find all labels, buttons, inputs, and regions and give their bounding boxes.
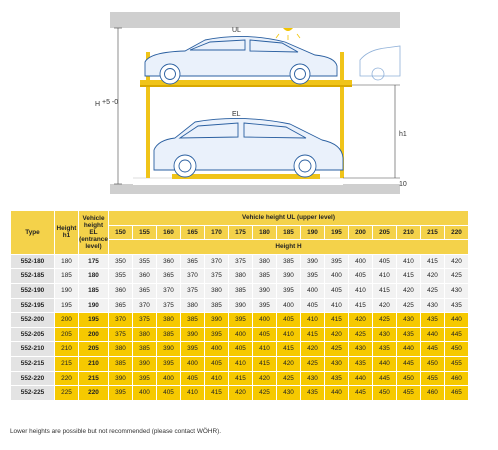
height-h-cell: 430 xyxy=(325,356,349,371)
h1-cell: 215 xyxy=(55,356,79,371)
upper-car-icon xyxy=(145,36,337,84)
height-h-cell: 415 xyxy=(229,371,253,386)
height-h-cell: 375 xyxy=(133,313,157,328)
h1-cell: 210 xyxy=(55,342,79,357)
el-cell: 215 xyxy=(79,371,109,386)
height-h-cell: 400 xyxy=(229,327,253,342)
height-h-cell: 395 xyxy=(181,342,205,357)
h1-cell: 190 xyxy=(55,283,79,298)
height-h-cell: 420 xyxy=(253,371,277,386)
height-h-cell: 420 xyxy=(397,283,421,298)
type-cell: 552-220 xyxy=(11,371,55,386)
height-h-cell: 400 xyxy=(205,342,229,357)
group-ul-header: Vehicle height UL (upper level) xyxy=(109,211,469,226)
height-h-cell: 375 xyxy=(109,327,133,342)
height-h-cell: 415 xyxy=(277,342,301,357)
height-h-cell: 365 xyxy=(181,254,205,269)
height-h-cell: 370 xyxy=(205,254,229,269)
h1-cell: 205 xyxy=(55,327,79,342)
ul-height-header: 175 xyxy=(229,225,253,240)
height-h-cell: 415 xyxy=(349,298,373,313)
height-h-cell: 455 xyxy=(445,356,469,371)
height-h-cell: 380 xyxy=(181,298,205,313)
height-h-cell: 430 xyxy=(277,386,301,401)
table-row xyxy=(11,298,469,313)
dim-h1-label: h1 xyxy=(399,131,407,138)
height-h-cell: 405 xyxy=(253,327,277,342)
type-cell: 552-210 xyxy=(11,342,55,357)
parking-system-diagram xyxy=(0,0,498,200)
height-h-cell: 405 xyxy=(205,356,229,371)
height-h-cell: 385 xyxy=(181,313,205,328)
height-h-cell: 425 xyxy=(349,327,373,342)
table-row xyxy=(11,269,469,284)
height-h-cell: 435 xyxy=(373,342,397,357)
height-h-cell: 370 xyxy=(181,269,205,284)
ul-height-header: 195 xyxy=(325,225,349,240)
height-h-cell: 440 xyxy=(349,371,373,386)
height-h-cell: 420 xyxy=(373,298,397,313)
height-h-cell: 395 xyxy=(157,356,181,371)
footnote: Lower heights are possible but not recommended (please contact WÖHR). xyxy=(10,428,221,435)
height-h-cell: 390 xyxy=(133,356,157,371)
height-h-cell: 440 xyxy=(325,386,349,401)
height-h-cell: 365 xyxy=(109,298,133,313)
height-h-cell: 450 xyxy=(373,386,397,401)
height-h-cell: 425 xyxy=(325,342,349,357)
ul-height-header: 170 xyxy=(205,225,229,240)
height-h-cell: 390 xyxy=(253,283,277,298)
height-h-cell: 425 xyxy=(445,269,469,284)
col-h1-header: Height h1 xyxy=(55,211,79,255)
height-h-cell: 375 xyxy=(157,298,181,313)
height-h-cell: 355 xyxy=(133,254,157,269)
table-row xyxy=(11,386,469,401)
height-h-cell: 435 xyxy=(301,386,325,401)
height-h-cell: 390 xyxy=(157,342,181,357)
ul-height-header: 200 xyxy=(349,225,373,240)
ul-height-header: 220 xyxy=(445,225,469,240)
height-h-cell: 420 xyxy=(277,356,301,371)
height-h-cell: 400 xyxy=(301,283,325,298)
height-h-cell: 420 xyxy=(229,386,253,401)
el-cell: 185 xyxy=(79,283,109,298)
height-h-cell: 390 xyxy=(205,313,229,328)
ul-height-header: 185 xyxy=(277,225,301,240)
height-h-cell: 390 xyxy=(277,269,301,284)
height-h-cell: 420 xyxy=(349,313,373,328)
height-h-cell: 465 xyxy=(445,386,469,401)
floor-slab xyxy=(110,184,400,194)
el-cell: 220 xyxy=(79,386,109,401)
height-h-cell: 410 xyxy=(373,269,397,284)
type-cell: 552-190 xyxy=(11,283,55,298)
ul-height-header: 205 xyxy=(373,225,397,240)
height-h-cell: 385 xyxy=(109,356,133,371)
el-cell: 205 xyxy=(79,342,109,357)
height-h-cell: 375 xyxy=(181,283,205,298)
h1-cell: 225 xyxy=(55,386,79,401)
height-h-cell: 435 xyxy=(397,327,421,342)
height-h-cell: 385 xyxy=(229,283,253,298)
group-h-header: Height H xyxy=(109,240,469,255)
height-h-cell: 440 xyxy=(445,313,469,328)
height-h-cell: 365 xyxy=(157,269,181,284)
type-cell: 552-180 xyxy=(11,254,55,269)
height-h-cell: 405 xyxy=(181,371,205,386)
height-h-cell: 390 xyxy=(229,298,253,313)
height-h-cell: 410 xyxy=(325,298,349,313)
height-h-cell: 405 xyxy=(229,342,253,357)
height-h-cell: 360 xyxy=(133,269,157,284)
height-h-cell: 435 xyxy=(445,298,469,313)
height-h-cell: 415 xyxy=(397,269,421,284)
height-h-cell: 430 xyxy=(301,371,325,386)
height-h-cell: 405 xyxy=(157,386,181,401)
background-car-icon xyxy=(360,46,400,80)
ul-height-header: 180 xyxy=(253,225,277,240)
height-h-cell: 440 xyxy=(421,327,445,342)
height-h-cell: 460 xyxy=(445,371,469,386)
height-h-cell: 380 xyxy=(205,283,229,298)
h1-cell: 220 xyxy=(55,371,79,386)
height-h-cell: 405 xyxy=(349,269,373,284)
table-row xyxy=(11,371,469,386)
ul-height-header: 210 xyxy=(397,225,421,240)
ul-height-header: 215 xyxy=(421,225,445,240)
height-h-cell: 380 xyxy=(253,254,277,269)
table-row xyxy=(11,254,469,269)
height-h-cell: 405 xyxy=(301,298,325,313)
dimension-table xyxy=(10,210,469,401)
height-h-cell: 360 xyxy=(157,254,181,269)
height-h-cell: 455 xyxy=(397,386,421,401)
ul-height-header: 190 xyxy=(301,225,325,240)
el-cell: 195 xyxy=(79,313,109,328)
height-h-cell: 400 xyxy=(349,254,373,269)
table-row xyxy=(11,283,469,298)
height-h-cell: 370 xyxy=(157,283,181,298)
table-row xyxy=(11,356,469,371)
height-h-cell: 425 xyxy=(373,313,397,328)
height-h-cell: 400 xyxy=(253,313,277,328)
height-h-cell: 395 xyxy=(229,313,253,328)
height-h-cell: 430 xyxy=(397,313,421,328)
height-h-cell: 350 xyxy=(109,254,133,269)
height-h-cell: 395 xyxy=(109,386,133,401)
height-h-cell: 410 xyxy=(349,283,373,298)
height-h-cell: 445 xyxy=(349,386,373,401)
height-h-cell: 410 xyxy=(301,313,325,328)
height-h-cell: 380 xyxy=(157,313,181,328)
height-h-cell: 430 xyxy=(349,342,373,357)
ceiling-slab xyxy=(110,12,400,28)
ul-height-header: 150 xyxy=(109,225,133,240)
dim-h-tolerance: +5 -0 xyxy=(102,99,119,106)
height-h-cell: 390 xyxy=(109,371,133,386)
height-h-cell: 380 xyxy=(133,327,157,342)
type-cell: 552-185 xyxy=(11,269,55,284)
height-h-cell: 435 xyxy=(325,371,349,386)
el-cell: 180 xyxy=(79,269,109,284)
height-h-cell: 365 xyxy=(133,283,157,298)
lower-car-icon xyxy=(154,118,343,177)
dim-h-label: H xyxy=(95,101,101,108)
height-h-cell: 425 xyxy=(397,298,421,313)
height-h-cell: 445 xyxy=(421,342,445,357)
type-cell: 552-205 xyxy=(11,327,55,342)
height-h-cell: 445 xyxy=(373,371,397,386)
table-row xyxy=(11,327,469,342)
height-h-cell: 380 xyxy=(109,342,133,357)
height-h-cell: 450 xyxy=(445,342,469,357)
height-h-cell: 395 xyxy=(133,371,157,386)
height-h-cell: 415 xyxy=(373,283,397,298)
el-cell: 190 xyxy=(79,298,109,313)
dim-base-label: 10 xyxy=(399,181,407,188)
height-h-cell: 395 xyxy=(325,254,349,269)
height-h-cell: 400 xyxy=(277,298,301,313)
height-h-cell: 405 xyxy=(373,254,397,269)
height-h-cell: 440 xyxy=(373,356,397,371)
height-h-cell: 385 xyxy=(157,327,181,342)
height-h-cell: 435 xyxy=(349,356,373,371)
table-row xyxy=(11,313,469,328)
pit xyxy=(133,178,343,185)
height-h-cell: 400 xyxy=(157,371,181,386)
height-h-cell: 395 xyxy=(253,298,277,313)
height-h-cell: 410 xyxy=(253,342,277,357)
height-h-cell: 370 xyxy=(133,298,157,313)
height-h-cell: 420 xyxy=(301,342,325,357)
height-h-cell: 360 xyxy=(109,283,133,298)
table-body xyxy=(11,254,469,400)
height-h-cell: 445 xyxy=(445,327,469,342)
h1-cell: 185 xyxy=(55,269,79,284)
height-h-cell: 390 xyxy=(301,254,325,269)
height-h-cell: 380 xyxy=(229,269,253,284)
height-h-cell: 450 xyxy=(421,356,445,371)
height-h-cell: 430 xyxy=(445,283,469,298)
height-h-cell: 440 xyxy=(397,342,421,357)
type-cell: 552-200 xyxy=(11,313,55,328)
ul-height-header: 160 xyxy=(157,225,181,240)
height-h-cell: 400 xyxy=(325,269,349,284)
height-h-cell: 460 xyxy=(421,386,445,401)
h1-cell: 180 xyxy=(55,254,79,269)
height-h-cell: 405 xyxy=(325,283,349,298)
height-h-cell: 415 xyxy=(325,313,349,328)
height-h-cell: 435 xyxy=(421,313,445,328)
height-h-cell: 425 xyxy=(301,356,325,371)
el-cell: 200 xyxy=(79,327,109,342)
el-cell: 175 xyxy=(79,254,109,269)
height-h-cell: 385 xyxy=(133,342,157,357)
height-h-cell: 410 xyxy=(229,356,253,371)
h1-cell: 200 xyxy=(55,313,79,328)
height-h-cell: 355 xyxy=(109,269,133,284)
height-h-cell: 410 xyxy=(205,371,229,386)
height-h-cell: 410 xyxy=(181,386,205,401)
height-h-cell: 375 xyxy=(229,254,253,269)
type-cell: 552-195 xyxy=(11,298,55,313)
height-h-cell: 410 xyxy=(397,254,421,269)
type-cell: 552-225 xyxy=(11,386,55,401)
height-h-cell: 395 xyxy=(277,283,301,298)
height-h-cell: 385 xyxy=(277,254,301,269)
el-cell: 210 xyxy=(79,356,109,371)
height-h-cell: 395 xyxy=(205,327,229,342)
height-h-cell: 420 xyxy=(421,269,445,284)
ul-height-header: 155 xyxy=(133,225,157,240)
height-h-cell: 375 xyxy=(205,269,229,284)
table-row xyxy=(11,342,469,357)
height-h-cell: 415 xyxy=(205,386,229,401)
height-h-cell: 385 xyxy=(205,298,229,313)
height-h-cell: 430 xyxy=(421,298,445,313)
ul-height-header: 165 xyxy=(181,225,205,240)
height-h-cell: 430 xyxy=(373,327,397,342)
col-el-header: Vehicle height EL (entrance level) xyxy=(79,211,109,255)
height-h-cell: 370 xyxy=(109,313,133,328)
height-h-cell: 405 xyxy=(277,313,301,328)
col-type-header: Type xyxy=(11,211,55,255)
height-h-cell: 455 xyxy=(421,371,445,386)
height-h-cell: 415 xyxy=(421,254,445,269)
height-h-cell: 390 xyxy=(181,327,205,342)
ceiling-light-icon xyxy=(276,28,300,40)
height-h-cell: 415 xyxy=(301,327,325,342)
height-h-cell: 415 xyxy=(253,356,277,371)
height-h-cell: 450 xyxy=(397,371,421,386)
height-h-cell: 400 xyxy=(181,356,205,371)
upper-level-label: UL xyxy=(232,27,241,34)
height-h-cell: 410 xyxy=(277,327,301,342)
type-cell: 552-215 xyxy=(11,356,55,371)
height-h-cell: 425 xyxy=(277,371,301,386)
lower-level-label: EL xyxy=(232,111,241,118)
height-h-cell: 445 xyxy=(397,356,421,371)
height-h-cell: 395 xyxy=(301,269,325,284)
height-h-cell: 425 xyxy=(253,386,277,401)
h1-cell: 195 xyxy=(55,298,79,313)
height-h-cell: 425 xyxy=(421,283,445,298)
height-h-cell: 385 xyxy=(253,269,277,284)
height-h-cell: 420 xyxy=(325,327,349,342)
height-h-cell: 400 xyxy=(133,386,157,401)
height-h-cell: 420 xyxy=(445,254,469,269)
